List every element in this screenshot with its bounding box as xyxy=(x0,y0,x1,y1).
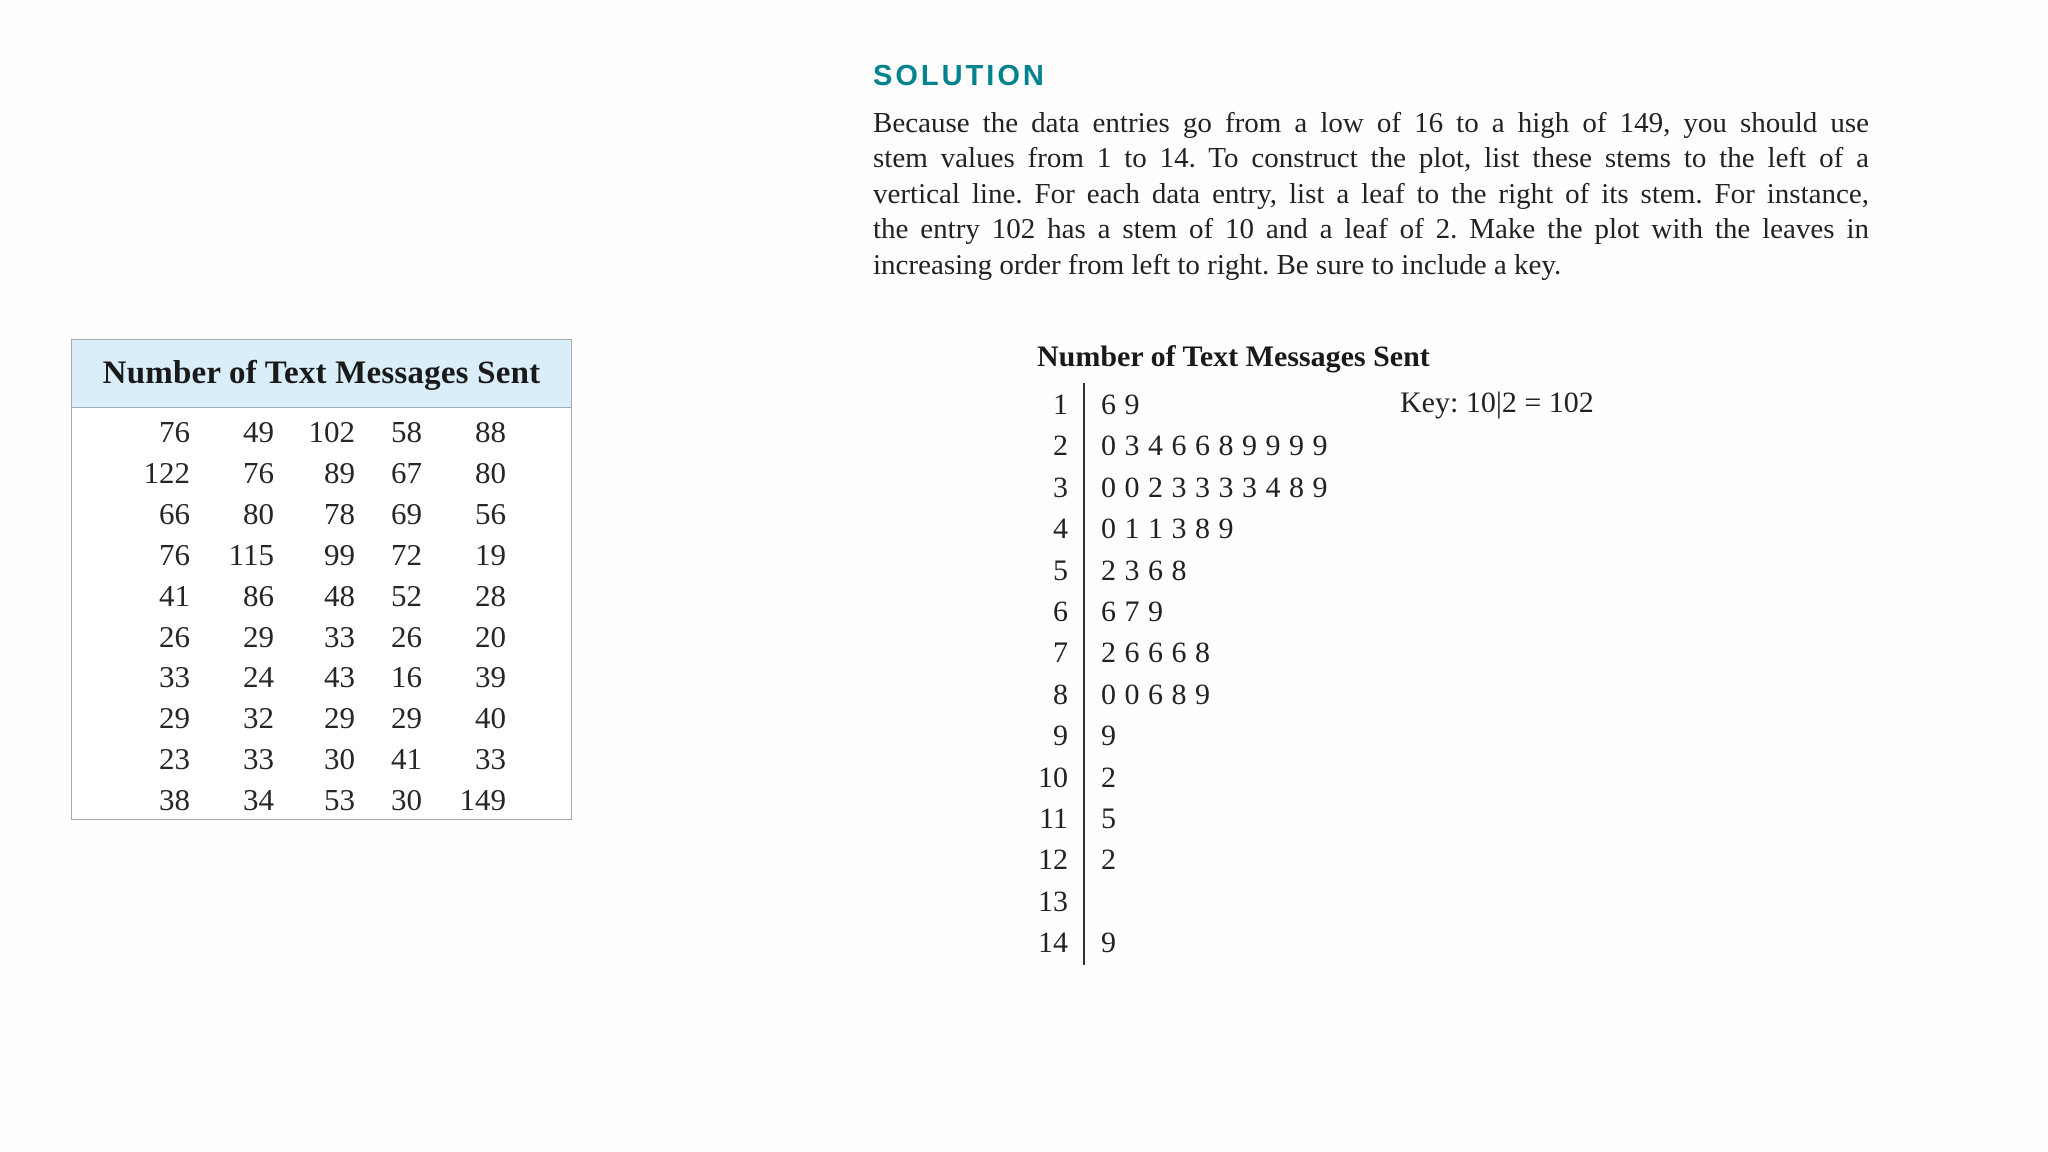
data-table xyxy=(71,339,572,820)
stem-value: 10 xyxy=(1038,760,1068,794)
leaf-values: 2 xyxy=(1101,760,1117,794)
leaf-values: 0 0 6 8 9 xyxy=(1101,677,1211,711)
table-row xyxy=(72,741,571,781)
table-cell: 76 xyxy=(159,536,190,572)
table-cell: 69 xyxy=(391,495,422,531)
table-cell: 48 xyxy=(324,577,355,613)
table-cell: 33 xyxy=(243,741,274,777)
table-cell: 32 xyxy=(243,700,274,736)
stem-value: 9 xyxy=(1053,719,1068,753)
stem-value: 5 xyxy=(1053,553,1068,587)
solution-heading: SOLUTION xyxy=(873,60,1047,92)
leaf-values: 9 xyxy=(1101,719,1117,753)
table-row xyxy=(72,496,571,536)
table-cell: 58 xyxy=(391,414,422,449)
table-row xyxy=(72,619,571,659)
table-row xyxy=(72,700,571,740)
table-cell: 72 xyxy=(391,536,422,572)
stem-leaf-title: Number of Text Messages Sent xyxy=(1037,340,1430,373)
solution-line: increasing order from left to right. Be sure to include a key. xyxy=(873,248,1562,281)
table-cell: 41 xyxy=(391,741,422,777)
table-cell: 29 xyxy=(159,700,190,736)
table-cell: 76 xyxy=(159,414,190,449)
table-cell: 28 xyxy=(475,577,506,613)
table-cell: 30 xyxy=(324,741,355,777)
stem-value: 3 xyxy=(1053,470,1068,504)
solution-line: Because the data entries go from a low of 16 to a high of 149, you should use xyxy=(873,107,1869,139)
table-cell: 29 xyxy=(391,700,422,736)
stem-value: 4 xyxy=(1053,512,1068,546)
stem-value: 1 xyxy=(1053,388,1068,421)
table-cell: 26 xyxy=(159,618,190,654)
table-cell: 86 xyxy=(243,577,274,613)
stem-value: 6 xyxy=(1053,595,1068,628)
table-cell: 29 xyxy=(324,700,355,736)
stem-value: 14 xyxy=(1038,926,1068,960)
leaf-values: 2 xyxy=(1101,843,1117,877)
table-cell: 16 xyxy=(391,659,422,695)
table-cell: 29 xyxy=(243,618,274,654)
stem-value: 11 xyxy=(1039,802,1068,835)
table-cell: 23 xyxy=(159,741,190,777)
table-cell: 89 xyxy=(324,454,355,490)
table-cell: 53 xyxy=(324,782,355,818)
stem-value: 8 xyxy=(1053,677,1068,711)
table-cell: 24 xyxy=(243,659,274,695)
table-cell: 41 xyxy=(159,577,190,613)
table-cell: 26 xyxy=(391,618,422,654)
table-cell: 49 xyxy=(243,414,274,449)
table-row xyxy=(72,414,571,454)
table-cell: 80 xyxy=(243,495,274,531)
table-cell: 66 xyxy=(159,495,190,531)
leaf-values: 6 7 9 xyxy=(1101,595,1164,628)
stem-value: 12 xyxy=(1038,843,1068,877)
table-row xyxy=(72,578,571,618)
leaf-values: 0 3 4 6 6 8 9 9 9 9 xyxy=(1101,429,1328,463)
table-cell: 43 xyxy=(324,659,355,695)
table-cell: 52 xyxy=(391,577,422,613)
leaf-values: 0 0 2 3 3 3 3 4 8 9 xyxy=(1101,470,1328,504)
table-cell: 33 xyxy=(159,659,190,695)
table-cell: 19 xyxy=(475,536,506,572)
table-row xyxy=(72,659,571,699)
table-cell: 102 xyxy=(308,414,355,449)
table-cell: 40 xyxy=(475,700,506,736)
table-cell: 34 xyxy=(243,782,274,818)
table-cell: 115 xyxy=(228,536,274,572)
table-cell: 80 xyxy=(475,454,506,490)
solution-line: the entry 102 has a stem of 10 and a leaf of 2. Make the plot with the leaves in xyxy=(873,213,1869,246)
solution-line: vertical line. For each data entry, list a leaf to the right of its stem. For instance, xyxy=(873,177,1869,210)
leaf-values: 6 9 xyxy=(1101,388,1140,421)
table-cell: 67 xyxy=(391,454,422,490)
stem-leaf-divider xyxy=(1083,383,1085,965)
table-row xyxy=(72,782,571,822)
table-cell: 39 xyxy=(475,659,506,695)
table-cell: 149 xyxy=(459,782,506,818)
solution-paragraph xyxy=(873,106,1873,283)
table-row xyxy=(72,455,571,495)
solution-line: stem values from 1 to 14. To construct the plot, list these stems to the left of a xyxy=(873,142,1869,175)
leaf-values: 0 1 1 3 8 9 xyxy=(1101,512,1234,546)
table-cell: 56 xyxy=(475,495,506,531)
stem-value: 2 xyxy=(1053,429,1068,463)
stem-value: 13 xyxy=(1038,884,1068,918)
table-cell: 99 xyxy=(324,536,355,572)
data-table-title: Number of Text Messages Sent xyxy=(72,340,571,408)
table-cell: 33 xyxy=(475,741,506,777)
table-cell: 33 xyxy=(324,618,355,654)
leaf-values: 2 3 6 8 xyxy=(1101,553,1187,587)
table-cell: 122 xyxy=(143,454,190,490)
table-cell: 30 xyxy=(391,782,422,818)
leaf-values: 5 xyxy=(1101,802,1117,835)
table-row xyxy=(72,537,571,577)
stem-leaf-key: Key: 10|2 = 102 xyxy=(1400,386,1594,419)
leaf-values: 2 6 6 6 8 xyxy=(1101,636,1211,670)
table-cell: 38 xyxy=(159,782,190,818)
stem-value: 7 xyxy=(1053,636,1068,670)
table-cell: 20 xyxy=(475,618,506,654)
table-cell: 78 xyxy=(324,495,355,531)
table-cell: 88 xyxy=(475,414,506,449)
table-cell: 76 xyxy=(243,454,274,490)
leaf-values: 9 xyxy=(1101,926,1117,960)
